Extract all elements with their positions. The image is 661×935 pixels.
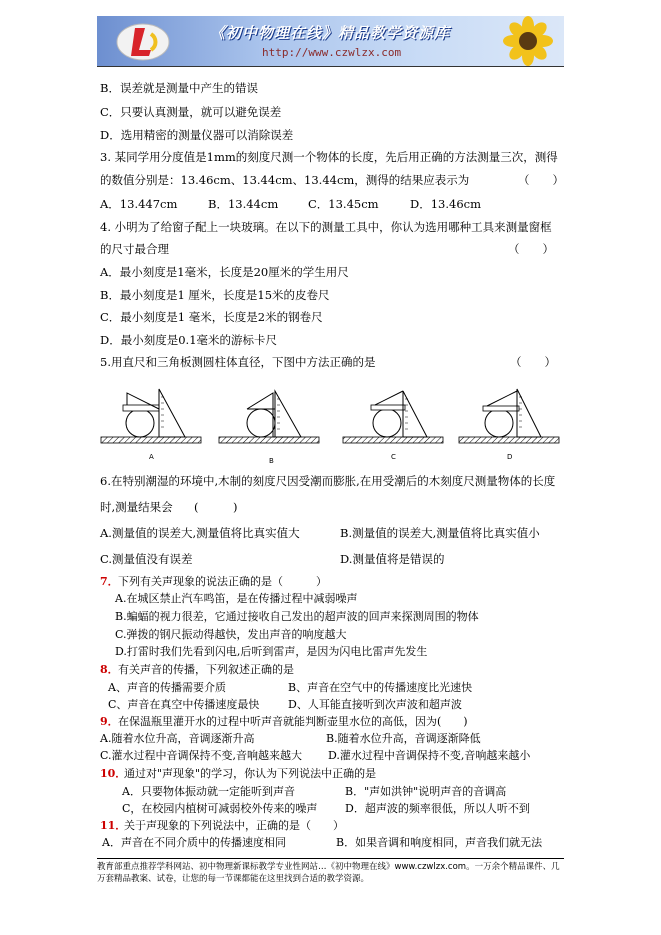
q8-option-c: C、声音在真空中传播速度最快 [108,698,260,711]
q3-answer-blank: （ ） [518,173,564,187]
q4-answer-blank: （ ） [508,242,554,256]
q5-label-b: B [269,457,274,465]
q5-label-c: C [391,453,396,461]
q4-stem-cont: 的尺寸最合理 [100,242,169,256]
q5-stem: 5.用直尺和三角板测圆柱体直径，下图中方法正确的是 [100,355,376,369]
q10-number: 10． [100,767,127,780]
q6-stem-cont: 时,测量结果会 [100,500,173,514]
q3-option-d: D．13.46cm [410,197,481,211]
q4-option-d: D．最小刻度是0.1毫米的游标卡尺 [100,333,278,347]
q10-option-d: D．超声波的频率很低，所以人听不到 [345,802,530,815]
q11-option-a: A．声音在不同介质中的传播速度相同 [102,836,286,849]
banner-title: 《初中物理在线》精品教学资源库 [210,24,451,42]
q8-option-d: D、人耳能直接听到次声波和超声波 [288,698,462,711]
q9-option-a: A.随着水位升高，音调逐渐升高 [100,732,255,745]
q3-option-b: B．13.44cm [208,197,279,211]
q10-option-c: C，在校园内植树可减弱校外传来的噪声 [122,802,318,815]
q4-stem: 4. 小明为了给窗子配上一块玻璃。在以下的测量工具中，你认为选用哪种工具来测量窗框 [100,220,552,234]
q11-stem: 关于声现象的下列说法中，正确的是（ ） [124,819,344,832]
footer-rule [97,858,564,859]
q6-stem: 6.在特别潮湿的环境中,木制的刻度尺因受潮而膨胀,在用受潮后的木刻度尺测量物体的长度 [100,474,556,488]
logo-icon [105,16,175,66]
q6-option-c: C.测量值没有误差 [100,552,193,566]
q9-option-d: D.灌水过程中音调保持不变,音响越来越小 [328,749,531,762]
q10-option-a: A．只要物体振动就一定能听到声音 [122,785,295,798]
q5-diagram-b [219,391,319,443]
q6-option-a: A.测量值的误差大,测量值将比真实值大 [100,526,300,540]
q5-answer-blank: （ ） [510,355,556,369]
header-banner [97,16,564,66]
q11-number: 11． [100,819,127,832]
q5-diagram-d [459,389,559,443]
q9-stem: 在保温瓶里灌开水的过程中听声音就能判断壶里水位的高低，因为( ) [118,715,468,728]
q4-option-b: B．最小刻度是1 厘米，长度是15米的皮卷尺 [100,288,330,302]
q3-option-a: A．13.447cm [100,197,178,211]
q2-option-d: D．选用精密的测量仪器可以消除误差 [100,128,294,142]
q9-option-c: C.灌水过程中音调保持不变,音响越来越大 [100,749,303,762]
q10-option-b: B．"声如洪钟"说明声音的音调高 [345,785,507,798]
q8-option-b: B、声音在空气中的传播速度比光速快 [288,681,473,694]
q7-option-c: C.弹拨的钢尺振动得越快，发出声音的响度越大 [115,628,347,641]
q3-stem-cont: 的数值分别是：13.46cm、13.44cm、13.44cm，测得的结果应表示为 [100,173,470,187]
q7-option-b: B.蝙蝠的视力很差，它通过接收自己发出的超声波的回声来探测周围的物体 [115,610,479,623]
q3-stem: 3. 某同学用分度值是1mm的刻度尺测一个物体的长度，先后用正确的方法测量三次，测得 [100,150,558,164]
q8-option-a: A、声音的传播需要介质 [108,681,226,694]
q8-stem: 有关声音的传播，下列叙述正确的是 [118,663,294,676]
q9-option-b: B.随着水位升高，音调逐渐降低 [326,732,481,745]
q11-option-b: B．如果音调和响度相同，声音我们就无法 [336,836,543,849]
q5-diagram-c [343,391,443,443]
q10-stem: 通过对"声现象"的学习，你认为下列说法中正确的是 [124,767,377,780]
q6-answer-blank: ( ) [194,500,238,514]
q7-number: 7． [100,575,119,588]
q4-option-a: A．最小刻度是1毫米，长度是20厘米的学生用尺 [100,265,349,279]
q7-option-d: D.打雷时我们先看到闪电,后听到雷声，是因为闪电比雷声先发生 [115,645,428,658]
header-rule [97,66,564,67]
q2-option-b: B．误差就是测量中产生的错误 [100,81,258,95]
banner-url[interactable]: http://www.czwlzx.com [262,46,402,59]
q4-option-c: C．最小刻度是1 毫米，长度是2米的钢卷尺 [100,310,323,324]
q6-option-b: B.测量值的误差大,测量值将比真实值小 [340,526,540,540]
q3-option-c: C．13.45cm [308,197,379,211]
q5-diagram-a [101,389,201,443]
sunflower-icon [498,16,558,66]
q9-number: 9． [100,715,119,728]
q2-option-c: C．只要认真测量，就可以避免误差 [100,105,282,119]
q5-label-d: D [507,453,513,461]
footer-text: 教育部重点推荐学科网站、初中物理新课标教学专业性网站…《初中物理在线》www.czwlzx.com。一万余个精品课件、几万套精品教案、试卷，让您的每一节课都能在这里找到合适的教学资源。 [97,862,560,884]
q6-option-d: D.测量值将是错误的 [340,552,445,566]
q5-label-a: A [149,453,154,461]
q8-number: 8． [100,663,119,676]
q5-figure [97,385,567,465]
q7-option-a: A.在城区禁止汽车鸣笛，是在传播过程中减弱噪声 [115,592,358,605]
q7-stem: 下列有关声现象的说法正确的是（ ） [118,575,327,588]
